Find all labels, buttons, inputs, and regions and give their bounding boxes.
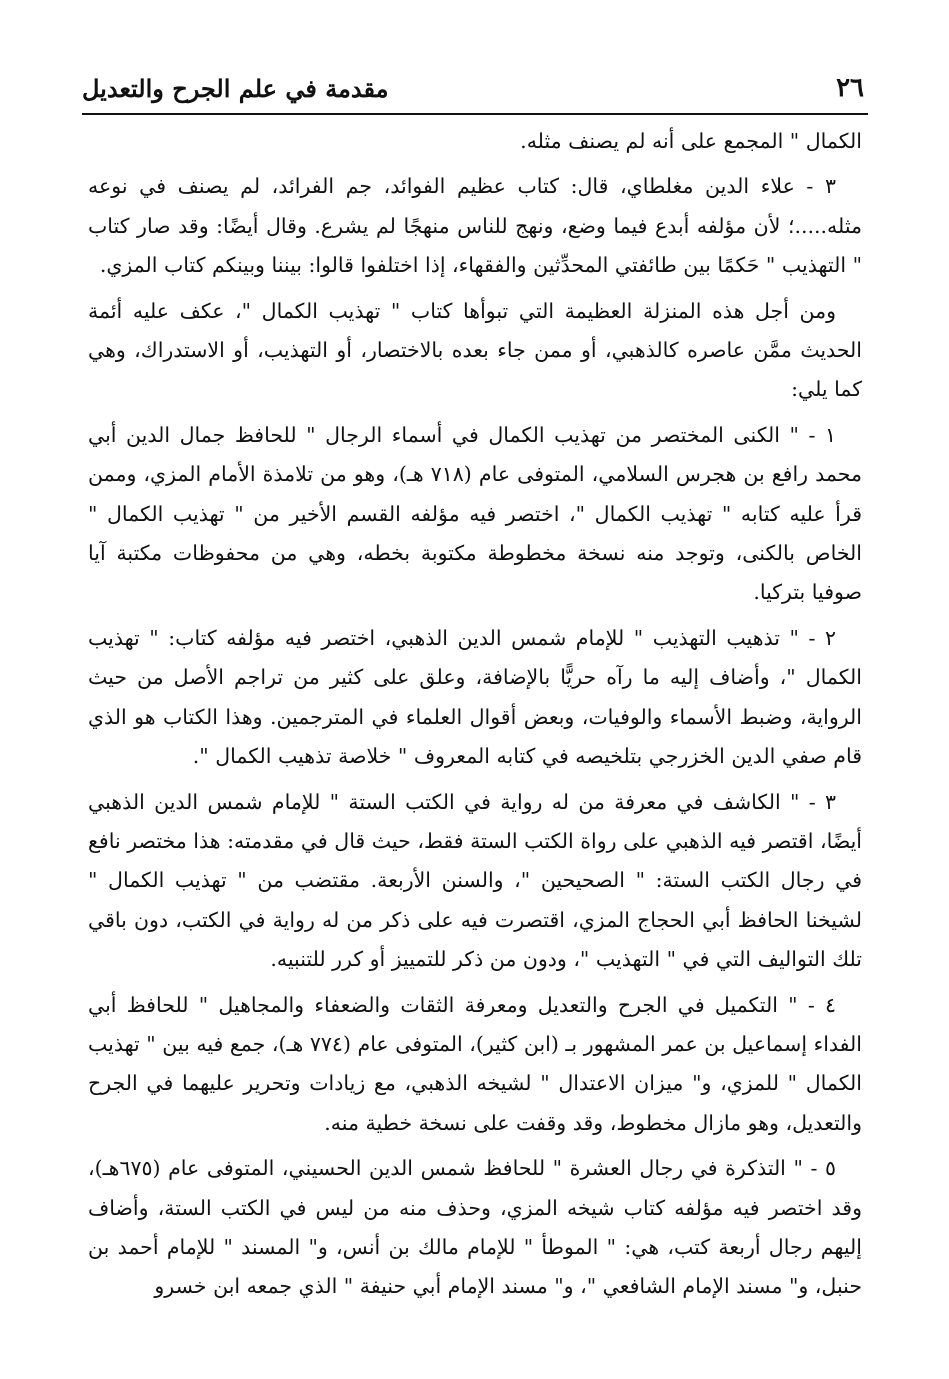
paragraph-mughaltay-quote: ٣ - علاء الدين مغلطاي، قال: كتاب عظيم الفوائد، جم الفرائد، لم يصنف في نوعه مثله.....؛ لأن مؤلفه أبدع فيما وضع، ونهج للناس منهجًا لم يشرع. وقال أيضًا: وقد صار كتاب " التهذيب " حَكمًا بين طائفتي المحدِّثين والفقهاء، إذا اختلفوا قالوا: بيننا وبينكم كتاب المزي. [88, 174, 862, 278]
paragraph-intro-works: ومن أجل هذه المنزلة العظيمة التي تبوأها كتاب " تهذيب الكمال "، عكف عليه أئمة الحديث ممَّن عاصره كالذهبي، أو ممن جاء بعده بالاختصار، أو التهذيب، أو الاستدراك، وهي كما يلي: [88, 298, 862, 402]
paragraph-continuation: الكمال " المجمع على أنه لم يصنف مثله. [520, 129, 862, 153]
page-header [82, 66, 868, 110]
running-title: مقدمة في علم الجرح والتعديل [82, 73, 389, 103]
paragraph-item-2: ٢ - " تذهيب التهذيب " للإمام شمس الدين الذهبي، اختصر فيه مؤلفه كتاب: " تهذيب الكمال "، وأضاف إليه ما رآه حريًّا بالإضافة، وعلق على كثير من تراجم الأصل من حيث الرواية، وضبط الأسماء والوفيات، وبعض أقوال العلماء في المترجمين. وهذا الكتاب هو الذي قام صفي الدين الخزرجي بتلخيصه في كتابه المعروف " خلاصة تذهيب الكمال ". [88, 625, 862, 769]
page-number: ٢٦ [836, 73, 864, 103]
header-divider [82, 113, 868, 115]
paragraph-item-1: ١ - " الكنى المختصر من تهذيب الكمال في أسماء الرجال " للحافظ جمال الدين أبي محمد رافع بن هجرس السلامي، المتوفى عام (٧١٨ هـ)، وهو من تلامذة الأمام المزي، وممن قرأ عليه كتابه " تهذيب الكمال "، اختصر فيه مؤلفه القسم الأخير من " تهذيب الكمال " الخاص بالكنى، وتوجد منه نسخة مخطوطة مكتوبة بخطه، وهي من محفوظات مكتبة آيا صوفيا بتركيا. [88, 422, 862, 605]
paragraph-item-4: ٤ - " التكميل في الجرح والتعديل ومعرفة الثقات والضعفاء والمجاهيل " للحافظ أبي الفداء إسماعيل بن عمر المشهور بـ (ابن كثير)، المتوفى عام (٧٧٤ هـ)، جمع فيه بين " تهذيب الكمال " للمزي، و" ميزان الاعتدال " لشيخه الذهبي، مع زيادات وتحرير عليهما في الجرح والتعديل، وهو مازال مخطوط، وقد وقفت على نسخة خطية منه. [88, 992, 862, 1135]
paragraph-item-5: ٥ - " التذكرة في رجال العشرة " للحافظ شمس الدين الحسيني، المتوفى عام (٦٧٥هـ)، وقد اختصر فيه مؤلفه كتاب شيخه المزي، وحذف منه من ليس في الكتب الستة، وأضاف إليهم رجال أربعة كتب، هي: " الموطأ " للإمام مالك بن أنس، و" المسند " للإمام أحمد بن حنبل، و" مسند الإمام الشافعي "، و" مسند الإمام أبي حنيفة " الذي جمعه ابن خسرو [88, 1156, 862, 1299]
paragraph-item-3: ٣ - " الكاشف في معرفة من له رواية في الكتب الستة " للإمام شمس الدين الذهبي أيضًا، اقتصر فيه الذهبي على رواة الكتب الستة فقط، حيث قال في مقدمته: هذا مختصر نافع في رجال الكتب الستة: " الصحيحين "، والسنن الأربعة. مقتضب من " تهذيب الكمال " لشيخنا الحافظ أبي الحجاج المزي، اقتصرت فيه على ذكر من له رواية في الكتب، دون باقي تلك التواليف التي في " التهذيب "، ودون من ذكر للتمييز أو كرر للتنبيه. [88, 789, 862, 972]
body-text [88, 122, 862, 1313]
